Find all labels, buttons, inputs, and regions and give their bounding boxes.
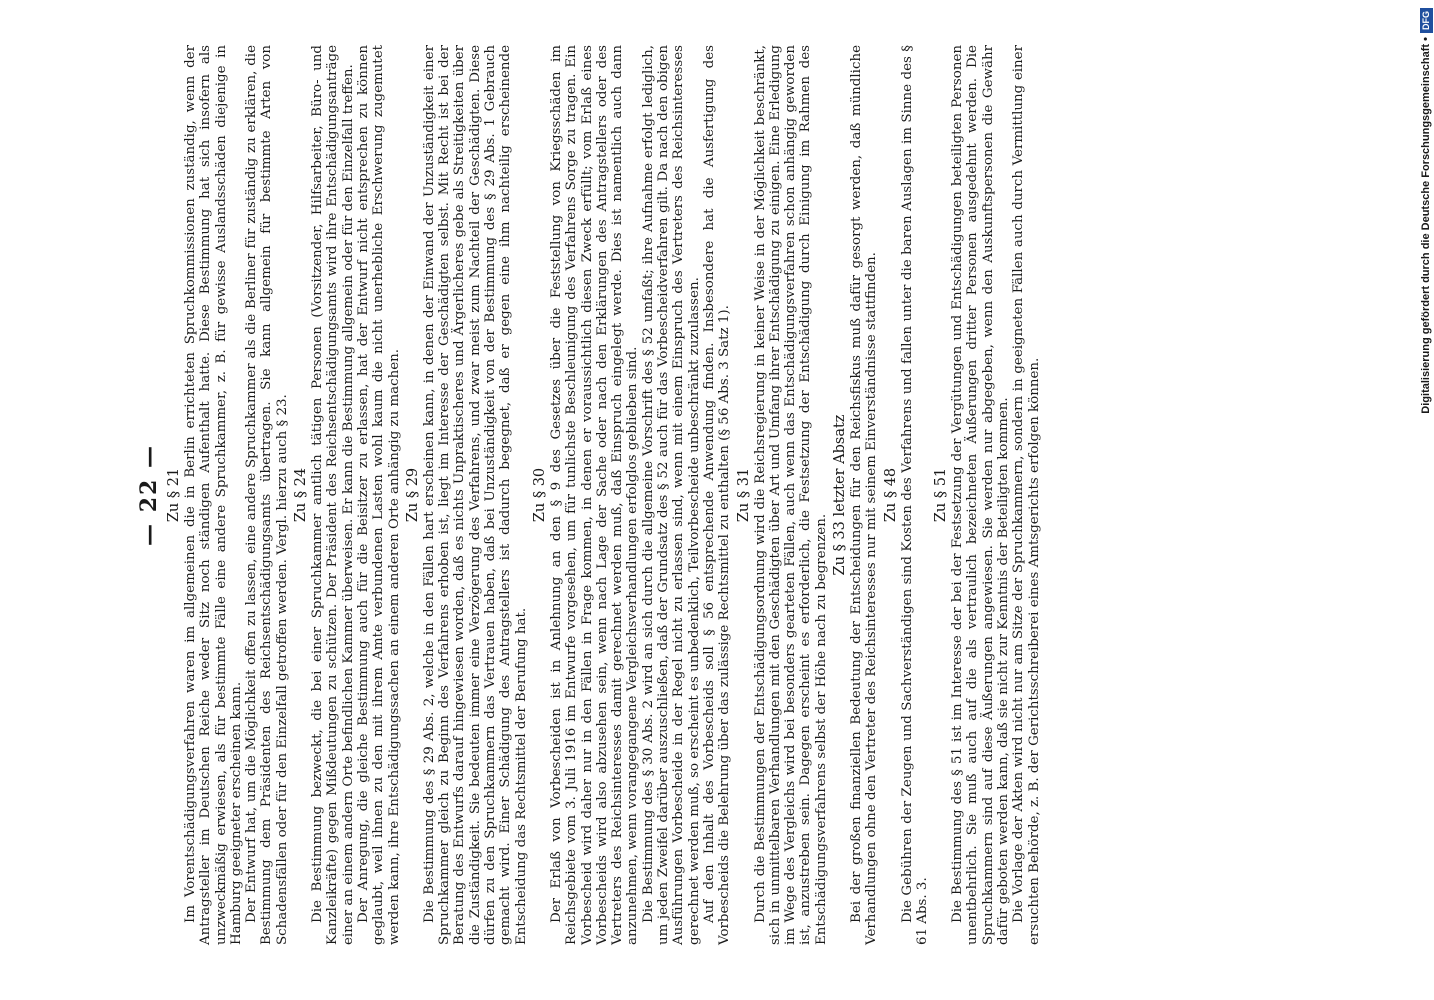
paragraph: Die Vorlage der Akten wird nicht nur am Sitze der Spruchkammern, sondern in geeigneten Fällen auch durch Vermittlung einer ersuchten Behörde, z. B. der Gerichtsschreiberei eines Amtsgerichts erfolgen können.	[1011, 45, 1042, 945]
section-heading: Zu § 33 letzter Absatz	[831, 414, 848, 576]
dfg-logo-badge: DFG	[1420, 8, 1433, 33]
section-heading: Zu § 51	[933, 467, 950, 523]
section-heading: Zu § 21	[166, 467, 182, 523]
section-heading: Zu § 24	[293, 467, 310, 523]
funding-notice-text: Digitalisierung gefördert durch die Deutsche Forschungsgemeinschaft •	[1420, 37, 1432, 414]
paragraph: Auf den Inhalt des Vorbescheids soll § 56 entsprechende Anwendung finden. Insbesondere hat die Ausfertigung des Vorbescheids die Belehrung über das zulässige Rechtsmittel zu enthalten (§ 56 Abs. 3 Satz 1).	[701, 45, 733, 945]
section	[832, 45, 880, 945]
section	[736, 45, 829, 945]
funding-notice	[1418, 8, 1434, 993]
rotated-document-page	[130, 45, 1370, 945]
section	[532, 45, 733, 945]
section	[883, 45, 931, 945]
paragraph: Im Vorentschädigungsverfahren waren im allgemeinen die in Berlin errichteten Spruchkommissionen zuständig, wenn der Antragsteller im Deutschen Reiche weder Sitz noch ständigen Aufenthalt hatte. Diese Bestimmung hat sich insofern als unzweckmäßig erwiesen, als für bestimmte Fälle eine andere Spruchkammer, z. B. für gewisse Auslandsschäden diejenige in Hamburg geeigneter erscheinen kann.	[183, 45, 244, 945]
paragraph: Die Bestimmung des § 51 ist im Interesse der bei der Festsetzung der Vergütungen und Entschädigungen beteiligten Personen unentbehrlich. Sie muß auch auf die als vertraulich bezeichneten Äußerungen dritter Personen ausgedehnt werden. Die Spruchkammern sind auf diese Äußerungen angewiesen. Sie werden nur abgegeben, wenn den Auskunftspersonen die Gewähr dafür geboten werden kann, daß sie nicht zur Kenntnis der Beteiligten kommen.	[950, 45, 1012, 945]
digitization-note	[1418, 8, 1434, 993]
paragraph: Die Bestimmung bezweckt, die bei einer Spruchkammer amtlich tätigen Personen (Vorsitzender, Hilfsarbeiter, Büro- und Kanzleikräfte) gegen Mißdeutungen zu schützen. Der Präsident des Reichsentschädigungsamts wird ihre Entschädigungsanträge einer an einem andern Orte befindlichen Kammer überweisen. Er kann die Bestimmung allgemein oder für den Einzelfall treffen.	[310, 45, 356, 945]
paragraph: Bei der großen finanziellen Bedeutung der Entscheidungen für den Reichsfiskus muß dafür gesorgt werden, daß mündliche Verhandlungen ohne den Vertreter des Reichsinteresses nur mit seinem Einverständnisse stattfinden.	[848, 45, 880, 945]
section-heading: Zu § 31	[735, 467, 752, 523]
section	[405, 45, 529, 945]
paragraph: Die Gebühren der Zeugen und Sachverständigen sind Kosten des Verfahrens und fallen unter die baren Auslagen im Sinne des § 61 Abs. 3.	[899, 45, 930, 945]
page-number: — 22 —	[136, 444, 162, 546]
section-heading: Zu § 30	[531, 467, 548, 523]
paragraph: Der Erlaß von Vorbescheiden ist in Anlehnung an den § 9 des Gesetzes über die Feststellung von Kriegsschäden im Reichsgebiete vom 3. Juli 1916 im Entwurfe vorgesehen, um für tunlichste Beschleunigung des Verfahrens Sorge zu tragen. Ein Vorbescheid wird daher nur in den Fällen in Frage kommen, in denen er voraussichtlich diesen Zweck erfüllt; vom Erlaß eines Vorbescheids wird also abzusehen sein, wenn nach Lage der Sache oder nach den Erklärungen des Antragstellers oder des Vertreters des Reichsinteresses damit gerechnet werden muß, daß Einspruch eingelegt werde. Dies ist namentlich auch dann anzunehmen, wenn vorangegangene Vergleichsverhandlungen erfolglos geblieben sind.	[548, 45, 641, 945]
section-heading: Zu § 29	[404, 467, 421, 523]
paragraph: Die Bestimmung des § 30 Abs. 2 wird an sich durch die allgemeine Vorschrift des § 52 umfaßt; ihre Aufnahme erfolgt lediglich, um jeden Zweifel darüber auszuschließen, daß der Grundsatz des § 52 auch für das Vorbescheidverfahren gilt. Da nach den obigen Ausführungen Vorbescheide in der Regel nicht zu erlassen sind, wenn mit einem Einspruch des Vertreters des Reichsinteresses gerechnet werden muß, so erscheint es unbedenklich, Teilvorbescheide unbeschränkt zuzulassen.	[640, 45, 702, 945]
section	[933, 45, 1042, 945]
section-heading: Zu § 48	[882, 467, 899, 523]
section	[166, 45, 290, 945]
paragraph: Der Entwurf hat, um die Möglichkeit offen zu lassen, eine andere Spruchkammer als die Berliner für zuständig zu erklären, die Bestimmung dem Präsidenten des Reichsentschädigungsamts übertragen. Sie kann allgemein für bestimmte Arten von Schadensfällen oder für den Einzelfall getroffen werden. Vergl. hierzu auch § 23.	[244, 45, 290, 945]
document-body	[166, 45, 1042, 945]
paragraph: Der Anregung, die gleiche Bestimmung auch für die Beisitzer zu erlassen, hat der Entwurf nicht entsprechen zu können geglaubt, weil ihnen zu den mit ihrem Amte verbundenen Lasten wohl kaum die nicht unerhebliche Erschwerung zugemutet werden kann, ihre Entschädigungssachen an einem anderen Orte anhängig zu machen.	[355, 45, 402, 945]
section	[293, 45, 402, 945]
paragraph: Die Bestimmung des § 29 Abs. 2, welche in den Fällen hart erscheinen kann, in denen der Einwand der Unzuständigkeit einer Spruchkammer gleich zu Beginn des Verfahrens erhoben ist, liegt im Interesse der Geschädigten selbst. Mit Recht ist bei der Beratung des Entwurfs darauf hingewiesen worden, daß es nichts Unpraktischeres und Ärgerlicheres gebe als Streitigkeiten über die Zuständigkeit. Sie bedeuten immer eine Verzögerung des Verfahrens, und zwar meist zum Nachteil der Geschädigten. Diese dürfen zu den Spruchkammern das Vertrauen haben, daß bei Unzuständigkeit von der Bestimmung des § 29 Abs. 1 Gebrauch gemacht wird. Einer Schädigung des Antragstellers ist dadurch begegnet, daß er gegen eine ihm nachteilig erscheinende Entscheidung das Rechtsmittel der Berufung hat.	[421, 45, 529, 945]
paragraph: Durch die Bestimmungen der Entschädigungsordnung wird die Reichsregierung in keiner Weise in der Möglichkeit beschränkt, sich in unmittelbaren Verhandlungen mit den Geschädigten über Art und Umfang ihrer Entschädigung zu einigen. Eine Erledigung im Wege des Vergleichs wird bei besonders gearteten Fällen, auch wenn das Entschädigungsverfahren schon anhängig geworden ist, anzustreben sein. Dagegen erscheint es erforderlich, die Festsetzung der Entschädigung durch Einigung im Rahmen des Entschädigungsverfahrens selbst der Höhe nach zu begrenzen.	[752, 45, 829, 945]
